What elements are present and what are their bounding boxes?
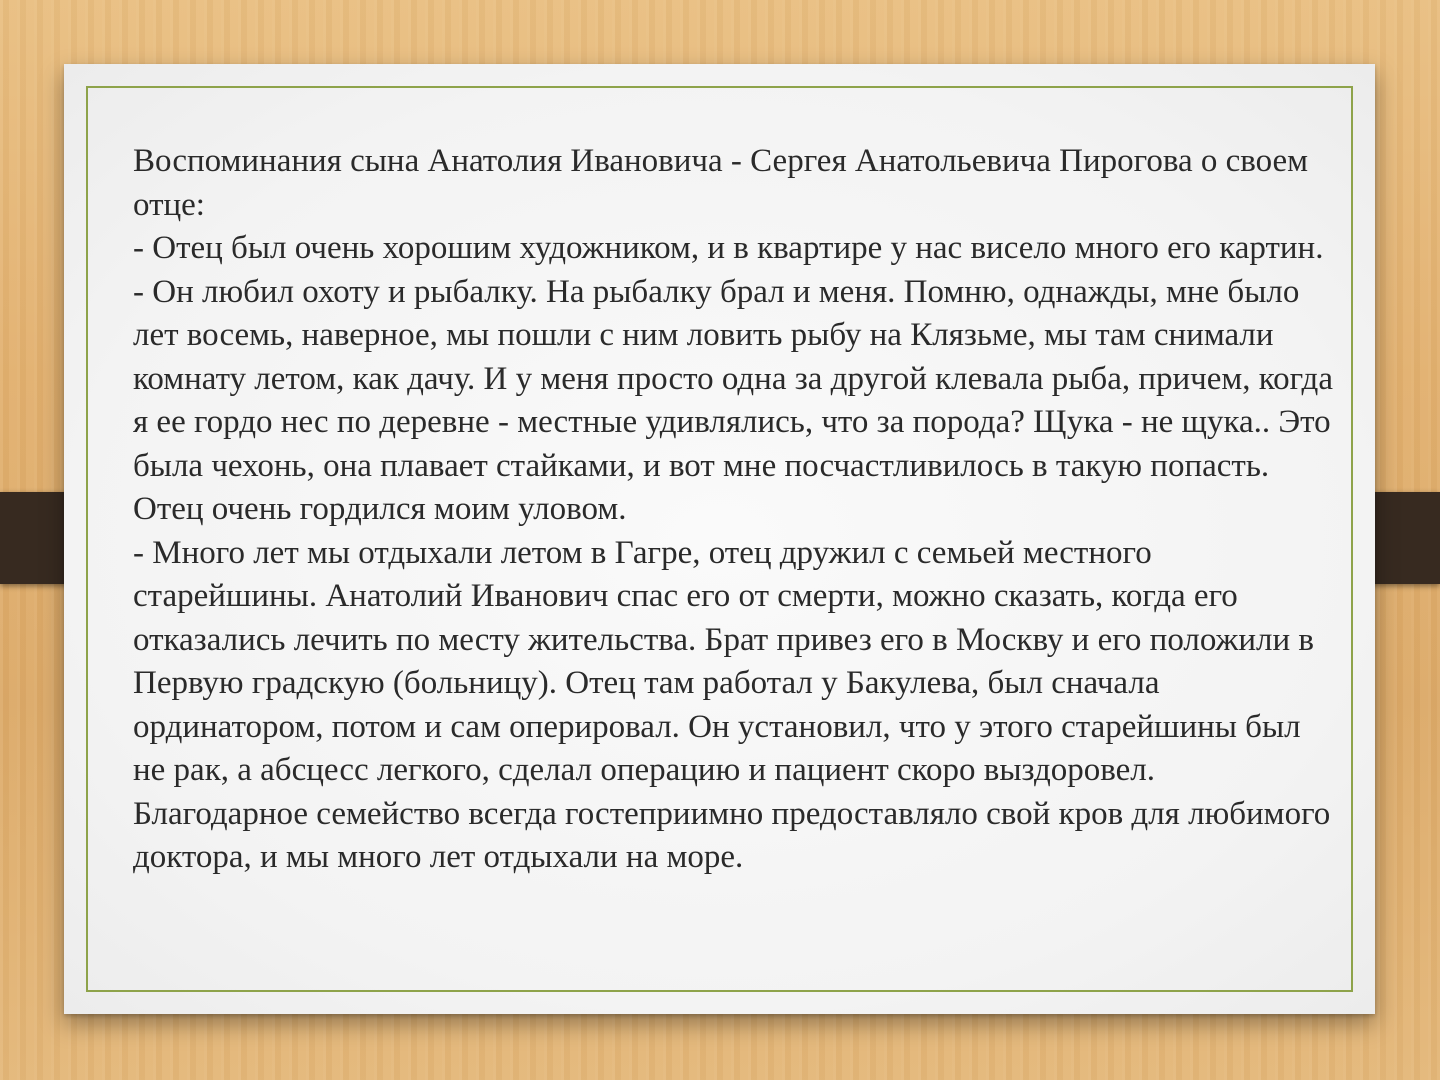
intro-paragraph: Воспоминания сына Анатолия Ивановича - Сергея Анатольевича Пирогова о своем отце:: [133, 143, 1309, 223]
slide-text-body: [133, 140, 1333, 880]
memory-paragraph-gagra: - Много лет мы отдыхали летом в Гагре, отец дружил с семьей местного старейшины. Анатолий Иванович спас его от смерти, можно сказать, когда его отказались лечить по месту жительства. Брат привез его в Москву и его положили в Первую градскую (больницу). Отец там работал у Бакулева, был сначала ординатором, потом и сам оперировал. Он установил, что у этого старейшины был не рак, а абсцесс легкого, сделал операцию и пациент скоро выздоровел. Благодарное семейство всегда гостеприимно предоставляло свой кров для любимого доктора, и мы много лет отдыхали на море.: [133, 534, 1331, 875]
slide-card: [64, 64, 1375, 1014]
memory-paragraph-artist: - Отец был очень хорошим художником, и в квартире у нас висело много его картин.: [133, 230, 1324, 266]
memory-paragraph-fishing: - Он любил охоту и рыбалку. На рыбалку брал и меня. Помню, однажды, мне было лет восемь, наверное, мы пошли с ним ловить рыбу на Клязьме, мы там снимали комнату летом, как дачу. И у меня просто одна за другой клевала рыба, причем, когда я ее гордо нес по деревне - местные удивлялись, что за порода? Щука - не щука.. Это была чехонь, она плавает стайками, и вот мне посчастливилось в такую попасть. Отец очень гордился моим уловом.: [133, 273, 1333, 527]
